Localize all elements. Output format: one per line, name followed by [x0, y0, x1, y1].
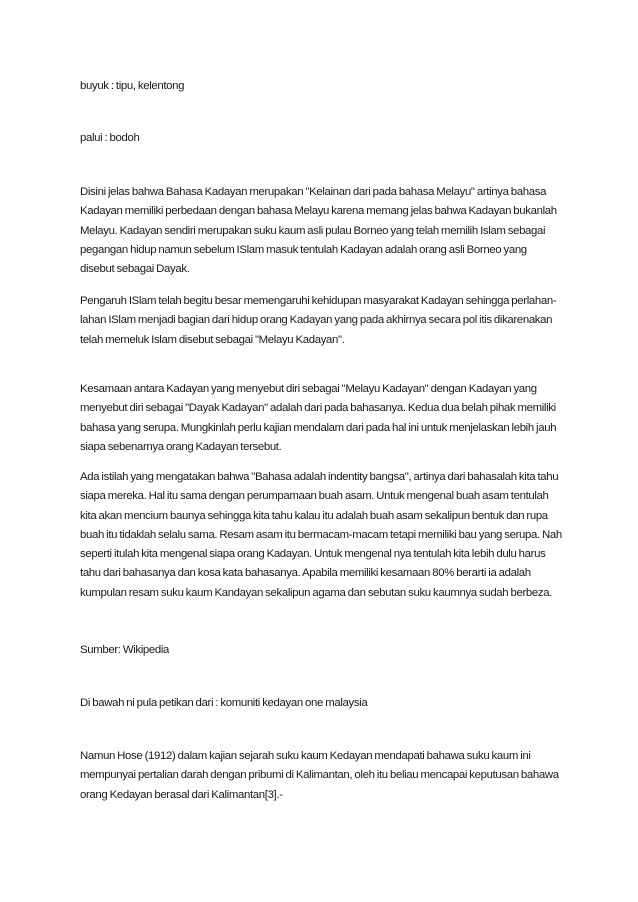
- paragraph-pengaruh-islam: Pengaruh ISlam telah begitu besar memengaruhi kehidupan masyarakat Kadayan sehingga perlahan-lahan ISlam menjadi bagian dari hidup orang Kadayan yang pada akhirnya secara pol itis dikarenakan telah memeluk Islam disebut sebagai "Melayu Kadayan".: [80, 295, 557, 346]
- source-line: Sumber: Wikipedia: [80, 644, 170, 656]
- glossary-line-buyuk: buyuk : tipu, kelentong: [80, 80, 185, 92]
- paragraph-identity-bangsa: Ada istilah yang mengatakan bahwa "Bahasa adalah indentity bangsa", artinya dari bahasalah kita tahu siapa mereka. Hal itu sama dengan perumpamaan buah asam. Untuk mengenal buah asam tentulah kita akan mencium baunya sehingga kita tahu kalau itu adalah buah asam sekalipun bentuk dan rupa buah itu tidaklah selalu sama. Resam asam itu bermacam-macam tetapi memiliki bau yang serupa. Nah seperti itulah kita mengenal siapa orang Kadayan. Untuk mengenal nya tentulah kita lebih dulu harus tahu dari bahasanya dan kosa kata bahasanya. Apabila memiliki kesamaan 80% berarti ia adalah kumpulan resam suku kaum Kandayan sekalipun agama dan sebutan suku kaumnya sudah berbeza.: [80, 471, 562, 599]
- excerpt-intro-line: Di bawah ni pula petikan dari : komuniti kedayan one malaysia: [80, 697, 368, 709]
- paragraph-kesamaan: Kesamaan antara Kadayan yang menyebut diri sebagai "Melayu Kadayan" dengan Kadayan yang menyebut diri sebagai "Dayak Kadayan" adalah dari pada bahasanya. Kedua dua belah pihak memiliki bahasa yang serupa. Mungkinlah perlu kajian mendalam dari pada hal ini untuk menjelaskan lebih jauh siapa sebenarnya orang Kadayan tersebut.: [80, 383, 557, 453]
- paragraph-hose-1912: Namun Hose (1912) dalam kajian sejarah suku kaum Kedayan mendapati bahawa suku kaum ini mempunyai pertalian darah dengan pribumi di Kalimantan, oleh itu beliau mencapai keputusan bahawa orang Kedayan berasal dari Kalimantan[3].-: [80, 750, 559, 801]
- glossary-line-palui: palui : bodoh: [80, 132, 140, 144]
- paragraph-bahasa-kadayan: Disini jelas bahwa Bahasa Kadayan merupakan "Kelainan dari pada bahasa Melayu" artinya bahasa Kadayan memiliki perbedaan dengan bahasa Melayu karena memang jelas bahwa Kadayan bukanlah Melayu. Kadayan sendiri merupakan suku kaum asli pulau Borneo yang telah memilih Islam sebagai pegangan hidup namun sebelum ISlam masuk tentulah Kadayan adalah orang asli Borneo yang disebut sebagai Dayak.: [80, 186, 557, 276]
